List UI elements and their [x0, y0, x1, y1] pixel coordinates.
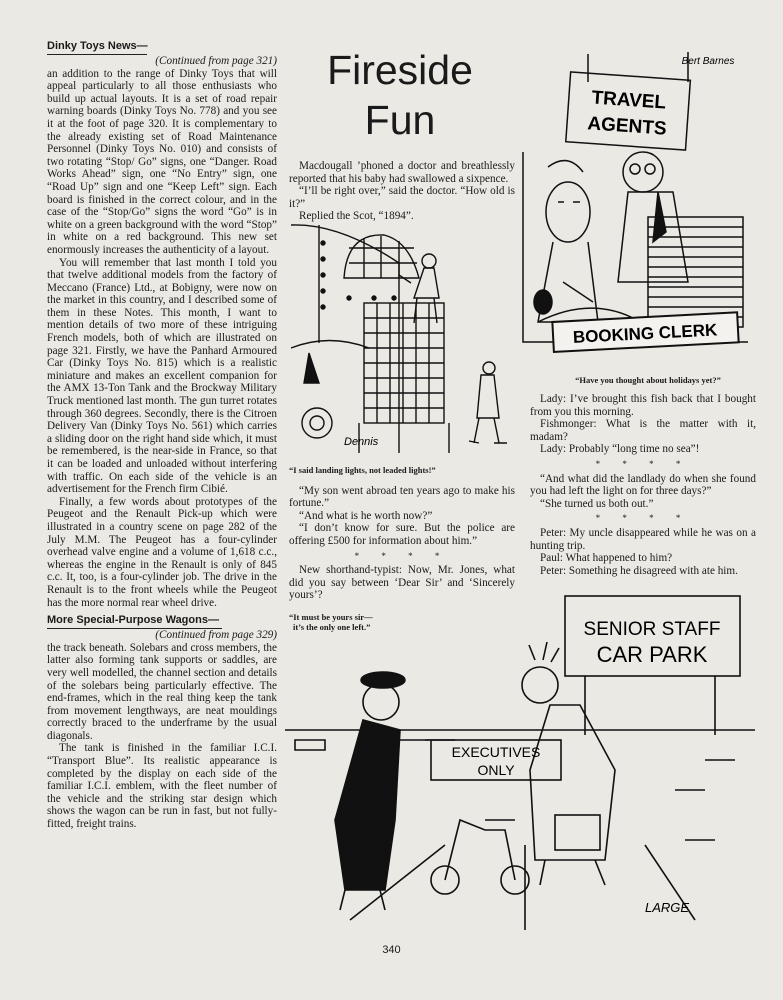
joke-paragraph: Peter: Something he disagreed with ate him. [540, 564, 738, 577]
travel-cartoon-signature: Bert Barnes [681, 56, 735, 67]
car-park-cartoon-signature: LARGE [645, 900, 690, 915]
wagons-heading: More Special-Purpose Wagons— [47, 614, 219, 627]
joke-paragraph: “My son went abroad ten years ago to make his fortune.” [289, 484, 515, 510]
booking-clerk-sign-text: BOOKING CLERK [572, 320, 718, 347]
joke-paragraph: Lady: I’ve brought this fish back that I bought from you this morning. [530, 393, 756, 418]
joke-paragraph: “And what did the landlady do when she found you had left the light on for three days?” [530, 472, 756, 498]
section-stars: * * * * [354, 550, 450, 561]
travel-cartoon-caption: “Have you thought about holidays yet?” [575, 375, 721, 385]
page-title [300, 45, 500, 145]
dinky-paragraph-1: an addition to the range of Dinky Toys that will appeal particularly to all those enthusiasts who build up actual layouts. It is a set of road repair warning boards (Dinky Toys No. 778) and you see it at the foot of page 320. It is complementary to the already existing set of Road Maintenance Personnel (Dinky Toys No. 010) and consists of two rotating “Stop/ Go” signs, one “Danger. Road Works Ahead” sign, one “No Entry” sign, one “Road Up” sign and one “Keep Left” sign. Each board is finished in the correct colour, and in the case of the “Stop/Go” signs the word “Go” is in white on a green background with the word “Stop” in white on a red background. This new set enormously increases the authenticity of a layout. [47, 67, 277, 256]
wagons-paragraph-1: the track beneath. Solebars and cross members, the latter also forming tank supports or saddles, are very well modelled, the channel section and details of the solebars being particularly effective. The end-frames, which in the real thing keep the tank from movement lengthways, are neat mouldings correctly braced to the underframe by the usual diagonals. [47, 641, 277, 742]
dinky-paragraph-2: You will remember that last month I told you that twelve additional models from the factory of Meccano (France) Ltd., at Bobigny, were now on the market in this country, and I described some of them in these Notes. This month, I want to mention details of two more of these intriguing French models, both of which are illustrated on page 321. Firstly, we have the Panhard Armoured Car (Dinky Toys No. 815) which is a realistic miniature and makes an excellent companion for the AMX 13-Ton Tank and the Brockway Military Truck mentioned last month. The gun turret rotates through 360 degrees. Secondly, there is the Citroen Delivery Van (Dinky Toys No. 561) which carries a sliding door on the right hand side which, it must be remembered, is the near-side in France, so that it can be loaded and unloaded without interfering with traffic. On each side of the vehicle is an advertisement for the French firm Cibié. [47, 256, 277, 496]
window-cartoon [289, 223, 515, 468]
dinky-paragraph-3: Finally, a few words about prototypes of the Peugeot and the Renault Pick-up which were illustrated in a country scene on page 282 of the July M.M. The Peugeot has a four-cylinder overhead valve engine and a volume of 1,618 c.c., whereas the engine in the Renault is only of 845 c.c. It, too, is a four-cylinder job. The drive in the Renault is to the front wheels while the Peugeot has the more normal rear wheel drive. [47, 495, 277, 609]
right-column [530, 393, 756, 577]
window-cartoon-signature: Dennis [344, 435, 379, 448]
joke-paragraph: “I don’t know for sure. But the police are offering £500 for information about him.” [289, 522, 515, 547]
car-park-caption-line-2: it’s the only one left.” [293, 621, 371, 632]
joke-paragraph: Fishmonger: What is the matter with it, madam? [530, 418, 756, 443]
joke-paragraph: “She turned us both out.” [540, 497, 654, 510]
joke-paragraph: Lady: Probably “long time no sea”! [540, 443, 700, 456]
car-park-cartoon-drawing [285, 590, 755, 935]
section-stars: * * * * [595, 458, 691, 469]
executives-sign-line-1: EXECUTIVES [451, 744, 541, 760]
executives-sign-line-2: ONLY [477, 762, 515, 778]
joke-paragraph: Peter: My uncle disappeared while he was on a hunting trip. [530, 526, 756, 552]
page-number: 340 [382, 944, 401, 956]
joke-paragraph: “I’ll be right over,” said the doctor. “How old is it?” [289, 185, 515, 210]
travel-sign-line-1: TRAVEL [590, 87, 667, 114]
section-stars: * * * * [595, 513, 691, 524]
joke-paragraph: Macdougall ’phoned a doctor and breathlessly reported that his baby had swallowed a sixpence. [289, 160, 515, 185]
dinky-news-heading: Dinky Toys News— [47, 40, 148, 52]
joke-paragraph: Replied the Scot, “1894”. [299, 210, 414, 223]
title-line-1: Fireside [327, 47, 473, 93]
senior-staff-sign-line-1: SENIOR STAFF [583, 619, 721, 640]
title-line-2: Fun [364, 97, 436, 143]
travel-cartoon-drawing [518, 42, 758, 372]
window-cartoon-caption: “I said landing lights, not leaded lights!” [289, 464, 436, 475]
middle-column [289, 160, 515, 632]
dinky-continued-note: (Continued from page 321) [155, 55, 277, 67]
car-park-cartoon [285, 590, 755, 935]
car-park-caption-line-1: “It must be yours sir— [289, 611, 373, 622]
wagons-paragraph-2: The tank is finished in the familiar I.C.I. “Transport Blue”. Its realistic appearance is completed by the display on each side of the familiar I.C.I. emblem, with the fleet number of the vehicle and the striking star design which shows the wagon can be run in fast, but not fully-fitted, freight trains. [47, 742, 277, 831]
joke-paragraph: “And what is he worth now?” [299, 509, 433, 522]
travel-sign-line-2: AGENTS [586, 113, 668, 140]
joke-paragraph: New shorthand-typist: Now, Mr. Jones, what did you say between ‘Dear Sir’ and ‘Sincerely yours’? [289, 564, 515, 602]
joke-paragraph: Paul: What happened to him? [540, 552, 673, 565]
left-column [47, 40, 277, 831]
senior-staff-sign-line-2: CAR PARK [596, 642, 708, 667]
wagons-continued-note: (Continued from page 329) [155, 629, 277, 642]
travel-cartoon [518, 42, 758, 385]
window-cartoon-drawing [289, 223, 515, 468]
